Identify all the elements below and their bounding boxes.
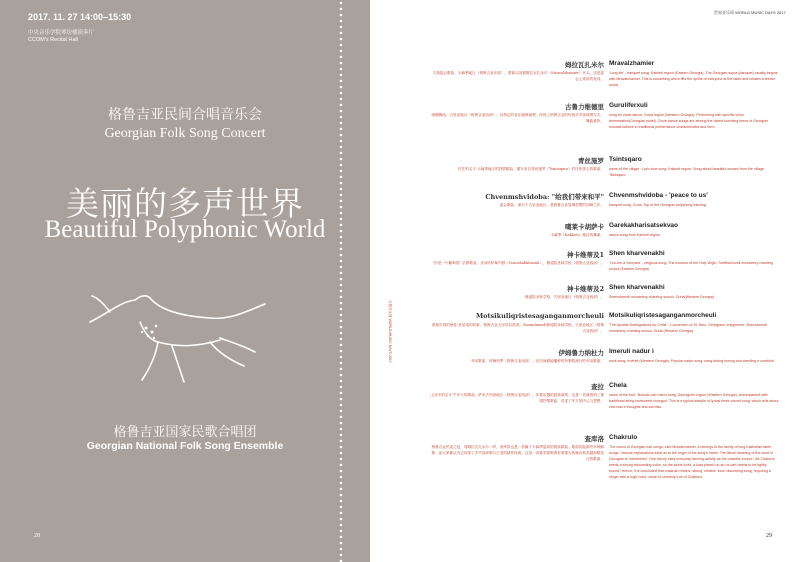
song-desc-en: dance song from Kakheti region.	[609, 233, 661, 237]
concert-time: 2017. 11. 27 14:00–15:30	[28, 12, 132, 22]
song-desc-cn: 宴会歌曲，流行于古里亚地区，是格鲁吉亚复调思想的顶峰之作。	[499, 203, 604, 207]
song-desc-en: Shemokmedi monastery chanting school, Guria(Western Georgia)	[609, 295, 714, 299]
song-title-cn: 查库洛	[584, 435, 604, 443]
song-title-en: Mravalzhamier	[609, 60, 655, 67]
song-desc-en: 'Long life' - banquet song, Kakheti region (Eastern Georgia). The Georgian supra (banquet) usually begins with Mravalzhamier. This is something which lifts the spirits of everyone at the table and creates a festive mood.	[609, 71, 778, 87]
subtitle-en: Georgian Folk Song Concert	[104, 126, 266, 141]
song-title-cn: 查拉	[591, 383, 604, 391]
song-desc-en: work song, Imereti (Western Georgia). Popular nadur song, sang during hoeing and weeding a cornfield.	[609, 359, 775, 363]
song-title-en: Motsikuliqristesaganganmorcheuli	[609, 312, 717, 319]
venue-en: CCOM's Recital Hall	[28, 37, 78, 43]
song-desc-en: 'You Are a Vineyard' - religious song. The Incubus of the Holy Virgin, Svetitskhoveli monastery chanting school (Eastern Georgia)	[609, 261, 773, 271]
song-title-cn: 姆拉瓦扎米尔	[565, 61, 604, 69]
song-desc-en: 'The Apostle Distinguished by Christ' - Conversion of St. Nino, Georgians' enlightener. Shemokmedi monastery chanting school, Guria (Western Georgia)	[609, 323, 768, 333]
song-desc-cn: 山谷中的名字·牛车夫的歌曲，萨米古列洛地区（格鲁吉亚西部），伴着乐器的悠扬演奏，这是一首典型的三重唱抒情歌曲，讲述了车夫的内心与思想。	[430, 393, 604, 403]
song-desc-cn: 圆圈舞曲，古里亚地区（格鲁吉亚西部）。以特定的音乐旋律演唱，体现了格鲁吉亚的传统多声部演唱方式，舞曲欢快。	[431, 113, 604, 123]
song-title-en: Chela	[609, 382, 627, 389]
song-desc-cn: 卡赫季（Kakheti）地区的舞曲。	[550, 233, 604, 237]
song-title-cn: 伊姆鲁力纳杜力	[558, 349, 604, 357]
title-cn: 美丽的多声世界	[66, 187, 304, 223]
song-desc-cn: 修道院圣咏学校，古里亚地区（格鲁吉亚西部）。	[524, 295, 604, 299]
song-title-cn: Motsikuliqristesaganganmorcheuli	[475, 312, 604, 320]
song-title-en: Chakrulo	[609, 434, 638, 441]
perforation-divider	[336, 0, 346, 562]
page-number-right: 29	[766, 533, 772, 539]
page-header: 世界音乐周 WORLD MUSIC DAYS 2017	[714, 10, 786, 15]
song-desc-cn: 村庄的名字·卡赫季地区的抒情歌曲，描写来自青丝施罗（Tsintsqaro）村庄的美人的歌曲。	[458, 167, 604, 171]
spine	[370, 0, 400, 562]
song-title-en: Garekakharisatsekvao	[609, 222, 679, 229]
song-title-en: Imeruli nadur i	[609, 348, 654, 355]
song-title-cn: 神卡维蒂及2	[566, 285, 604, 293]
song-desc-cn: 劳动歌曲，伊梅列季（格鲁吉亚西部）。在田间耕地播种时所唱的流行的劳动歌曲。	[471, 359, 604, 363]
page-number-left: 28	[34, 533, 40, 539]
subtitle-cn: 格鲁吉亚民间合唱音乐会	[108, 108, 262, 123]
song-desc-en: song for circle dance, Guria region (Western Georgia). Performing with specific voice fermentation(Georgian yodel). Circle dance songs are among the oldest surviving forms of Georgian musical folklore in traditional performance characteristics and form.	[609, 113, 769, 129]
song-title-cn: 神卡维蒂及1	[566, 251, 604, 259]
song-title-en: Chvenmshvidoba - 'peace to us'	[609, 192, 708, 199]
song-desc-en: name of the village - Lyric love song, Kakheti region. Song about beautiful woman from the village Tsintsqaro.	[609, 167, 765, 177]
right-page	[400, 0, 800, 562]
song-title-en: Shen kharvenakhi	[609, 284, 665, 291]
song-title-en: Shen kharvenakhi	[609, 250, 665, 257]
venue-cn: 中央音乐学院琴房楼演奏厅	[28, 30, 95, 36]
song-title-cn: Chvenmshvidoba: "给我们带来和平"	[485, 193, 604, 201]
ensemble-en: Georgian National Folk Song Ensemble	[86, 440, 284, 452]
song-desc-cn: 基督告别的使徒·圣尼诺的故事，格鲁吉亚人民的启蒙者。Shemokmedi修道院圣咏学校，古里亚地区（格鲁吉亚西部）。	[431, 323, 604, 333]
ensemble-cn: 格鲁吉亚国家民歌合唱团	[113, 424, 257, 439]
song-desc-en: The crown of Georgian folk songs. Like Mravalzhamier, it belongs to the family of long Kakhetian table songs. Various explanations exist as to the origin of the song's name. The literal meaning of the word in Georgian is 'intertwined'. One theory cites everyday farming activity as the possible source: 'As Chakrulo needs a strong resounding voice, so the stone tools, a load placed on an ox-cart needs to be tightly bound.' Hence, it is concluded that chakrulo means: strong, reliable, loud, discerning song, requiring a singer with a high voice, which is certainly true of Chakrulo.	[609, 445, 775, 479]
horse-illustration-icon	[80, 282, 280, 392]
song-title-cn: 青丝施罗	[578, 157, 604, 165]
song-title-en: Tsintsqaro	[609, 156, 642, 163]
song-title-cn: 噶莱卡胡萨卡	[565, 223, 604, 231]
vertical-page-label: 世界音乐周 WORLD MUSIC DAYS 2017	[388, 300, 392, 363]
song-title-cn: 古鲁力维德里	[565, 103, 604, 111]
song-desc-cn: "你是一片葡萄园" 宗教歌曲，圣母的伊甸内园（Nonisbabkhusali），修道院圣咏学校（格鲁吉亚西部）。	[432, 261, 604, 265]
title-en: Beautiful Polyphonic World	[44, 216, 326, 243]
song-desc-cn: 古典宴会歌曲，卡赫季地区（格鲁吉亚东部）。歌曲以祝愿姆拉瓦扎米尔（Mravalzhamier）开头，这是宴会上常用的祝词。	[432, 71, 604, 81]
song-title-en: Guruliferxuli	[609, 102, 648, 109]
song-desc-en: banquet song, Guria. Top of the Georgian polyphony thinking.	[609, 203, 707, 207]
song-desc-cn: 格鲁吉亚民谣之冠，同姆拉瓦扎米尔一样，查库洛也是一首属于卡赫季宴席的餐桌歌曲。歌曲的起源有多种解释，但大家都认为它体现了多声部演唱与古老的耕作传统。这是一首要求歌唱者有着强大的嗓音和高超演唱技巧的歌曲。	[431, 445, 604, 461]
left-page	[0, 0, 370, 562]
song-desc-en: name of the bull - Bullock-cart man's song, Samegrelo region (Western Georgia). Accompanied with traditional string instrument chonguri. This is a typical sample of lyrical three-voiced song, which tells about cart-man's thoughts and sorrows.	[609, 393, 779, 409]
